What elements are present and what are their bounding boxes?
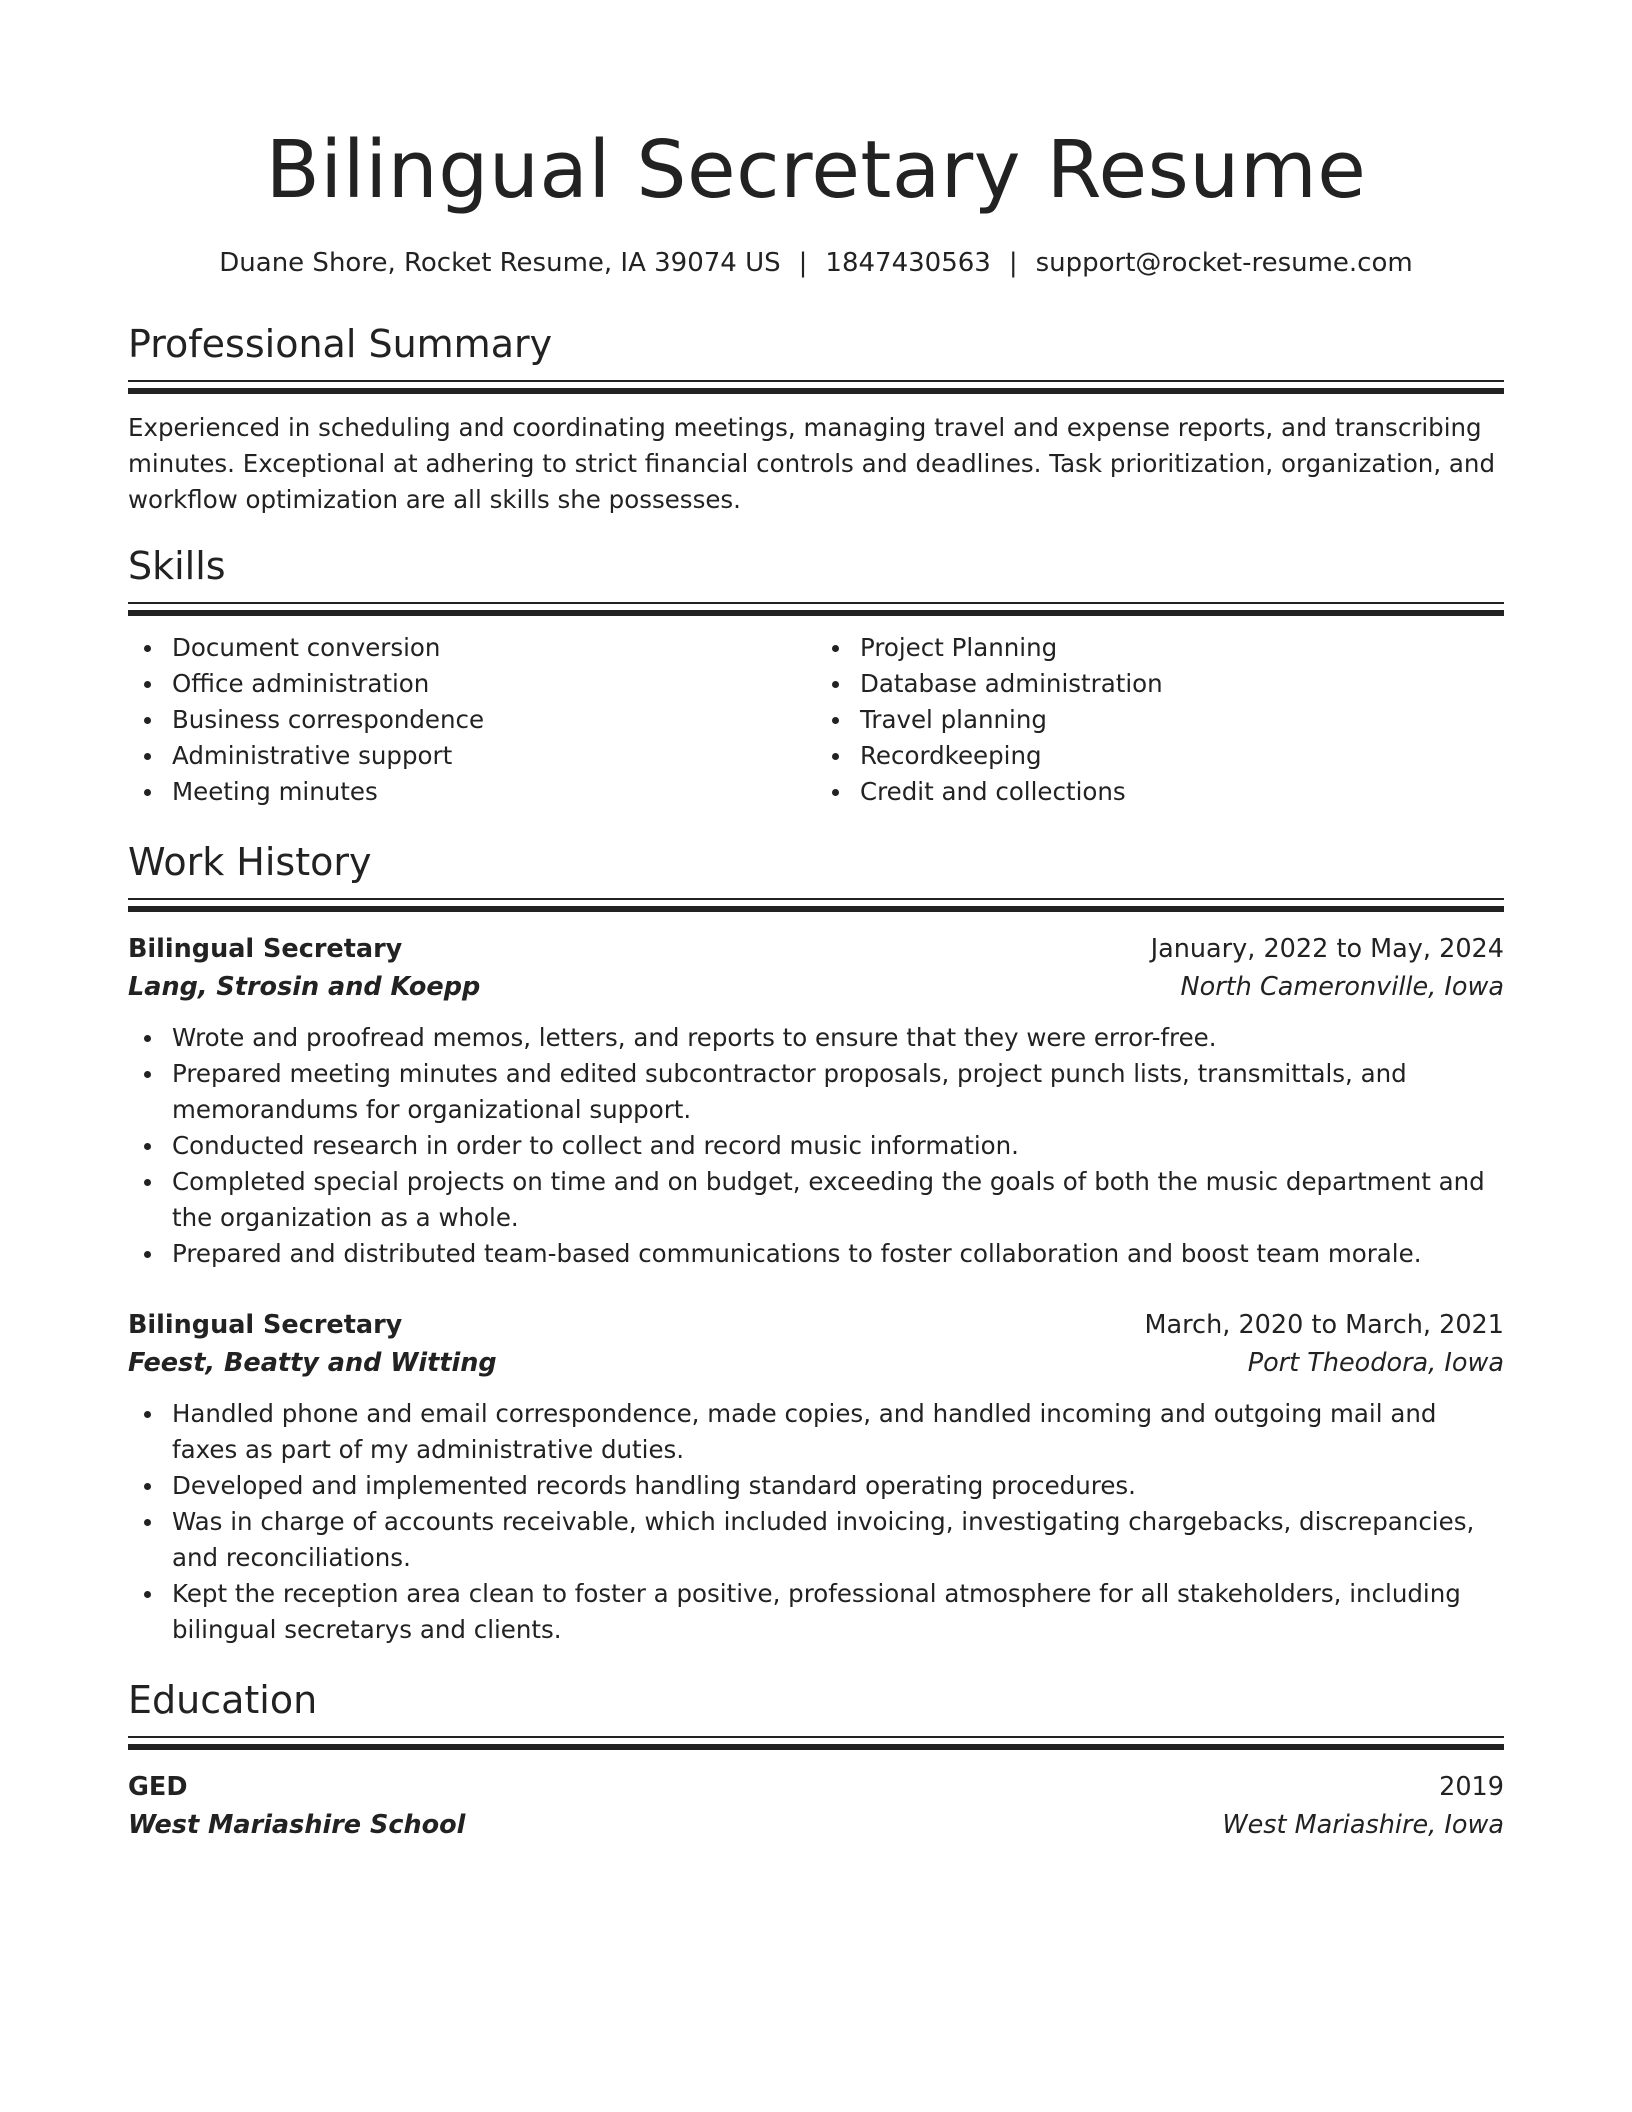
job-header-row [128, 930, 1504, 968]
contact-separator: | [798, 248, 808, 278]
skill-item: Office administration [128, 666, 816, 702]
section-heading-summary: Professional Summary [128, 322, 553, 366]
job-title: Bilingual Secretary [128, 1310, 403, 1340]
education-degree: GED [128, 1772, 188, 1802]
summary-text: Experienced in scheduling and coordinating meetings, managing travel and expense reports, and transcribing minutes. Exceptional at adhering to strict financial controls and deadlines. Task prioritization, organization, and workflow optimization are all skills she possesses. [128, 413, 1495, 514]
job-bullet: Wrote and proofread memos, letters, and reports to ensure that they were error-free. [128, 1020, 1504, 1056]
contact-address: Duane Shore, Rocket Resume, IA 39074 US [219, 248, 781, 278]
job-company: Lang, Strosin and Koepp [128, 972, 481, 1002]
job-bullet: Handled phone and email correspondence, made copies, and handled incoming and outgoing mail and faxes as part of my administrative duties. [128, 1396, 1504, 1468]
skill-item: Database administration [816, 666, 1504, 702]
contact-email: support@rocket-resume.com [1035, 248, 1413, 278]
skill-item: Travel planning [816, 702, 1504, 738]
job-bullet: Prepared meeting minutes and edited subcontractor proposals, project punch lists, transmittals, and memorandums for organizational support. [128, 1056, 1504, 1128]
summary-section [128, 320, 1504, 518]
section-heading-skills: Skills [128, 544, 226, 588]
skill-item: Document conversion [128, 630, 816, 666]
education-section [128, 1676, 1504, 1844]
skills-columns [128, 630, 1504, 810]
job-bullet: Kept the reception area clean to foster a positive, professional atmosphere for all stakeholders, including bilingual secretarys and clients. [128, 1576, 1504, 1648]
job-bullet: Completed special projects on time and on budget, exceeding the goals of both the music department and the organization as a whole. [128, 1164, 1504, 1236]
job-company: Feest, Beatty and Witting [128, 1348, 497, 1378]
section-heading-education: Education [128, 1678, 318, 1722]
job-header-row [128, 1306, 1504, 1344]
job-dates: March, 2020 to March, 2021 [1144, 1310, 1504, 1340]
contact-line [128, 246, 1504, 280]
job-bullet: Developed and implemented records handling standard operating procedures. [128, 1468, 1504, 1504]
contact-separator: | [1008, 248, 1018, 278]
job-bullet: Was in charge of accounts receivable, which included invoicing, investigating chargebacks, discrepancies, and reconciliations. [128, 1504, 1504, 1576]
job-bullets [128, 1020, 1504, 1272]
job-bullet: Conducted research in order to collect and record music information. [128, 1128, 1504, 1164]
skills-list-right [816, 630, 1504, 810]
skill-item: Credit and collections [816, 774, 1504, 810]
job-company-row [128, 1344, 1504, 1382]
section-divider [128, 1736, 1504, 1750]
section-divider [128, 602, 1504, 616]
education-year: 2019 [1439, 1772, 1504, 1802]
skill-item: Meeting minutes [128, 774, 816, 810]
education-location: West Mariashire, Iowa [1222, 1810, 1504, 1840]
contact-phone: 1847430563 [825, 248, 991, 278]
job-company-row [128, 968, 1504, 1006]
resume-title: Bilingual Secretary Resume [265, 124, 1367, 216]
job-title: Bilingual Secretary [128, 934, 403, 964]
job-dates: January, 2022 to May, 2024 [1150, 934, 1504, 964]
job-location: Port Theodora, Iowa [1247, 1348, 1504, 1378]
job-entry [128, 930, 1504, 1272]
education-header-row [128, 1768, 1504, 1806]
work-history-section [128, 838, 1504, 1648]
job-location: North Cameronville, Iowa [1180, 972, 1504, 1002]
education-school-row [128, 1806, 1504, 1844]
section-heading-work: Work History [128, 840, 372, 884]
section-divider [128, 380, 1504, 394]
skill-item: Project Planning [816, 630, 1504, 666]
education-school: West Mariashire School [128, 1810, 466, 1840]
skills-section [128, 542, 1504, 810]
skills-list-left [128, 630, 816, 810]
skill-item: Administrative support [128, 738, 816, 774]
job-bullet: Prepared and distributed team-based communications to foster collaboration and boost team morale. [128, 1236, 1504, 1272]
job-bullets [128, 1396, 1504, 1648]
education-entry [128, 1768, 1504, 1844]
skill-item: Recordkeeping [816, 738, 1504, 774]
skill-item: Business correspondence [128, 702, 816, 738]
job-entry [128, 1306, 1504, 1648]
section-divider [128, 898, 1504, 912]
